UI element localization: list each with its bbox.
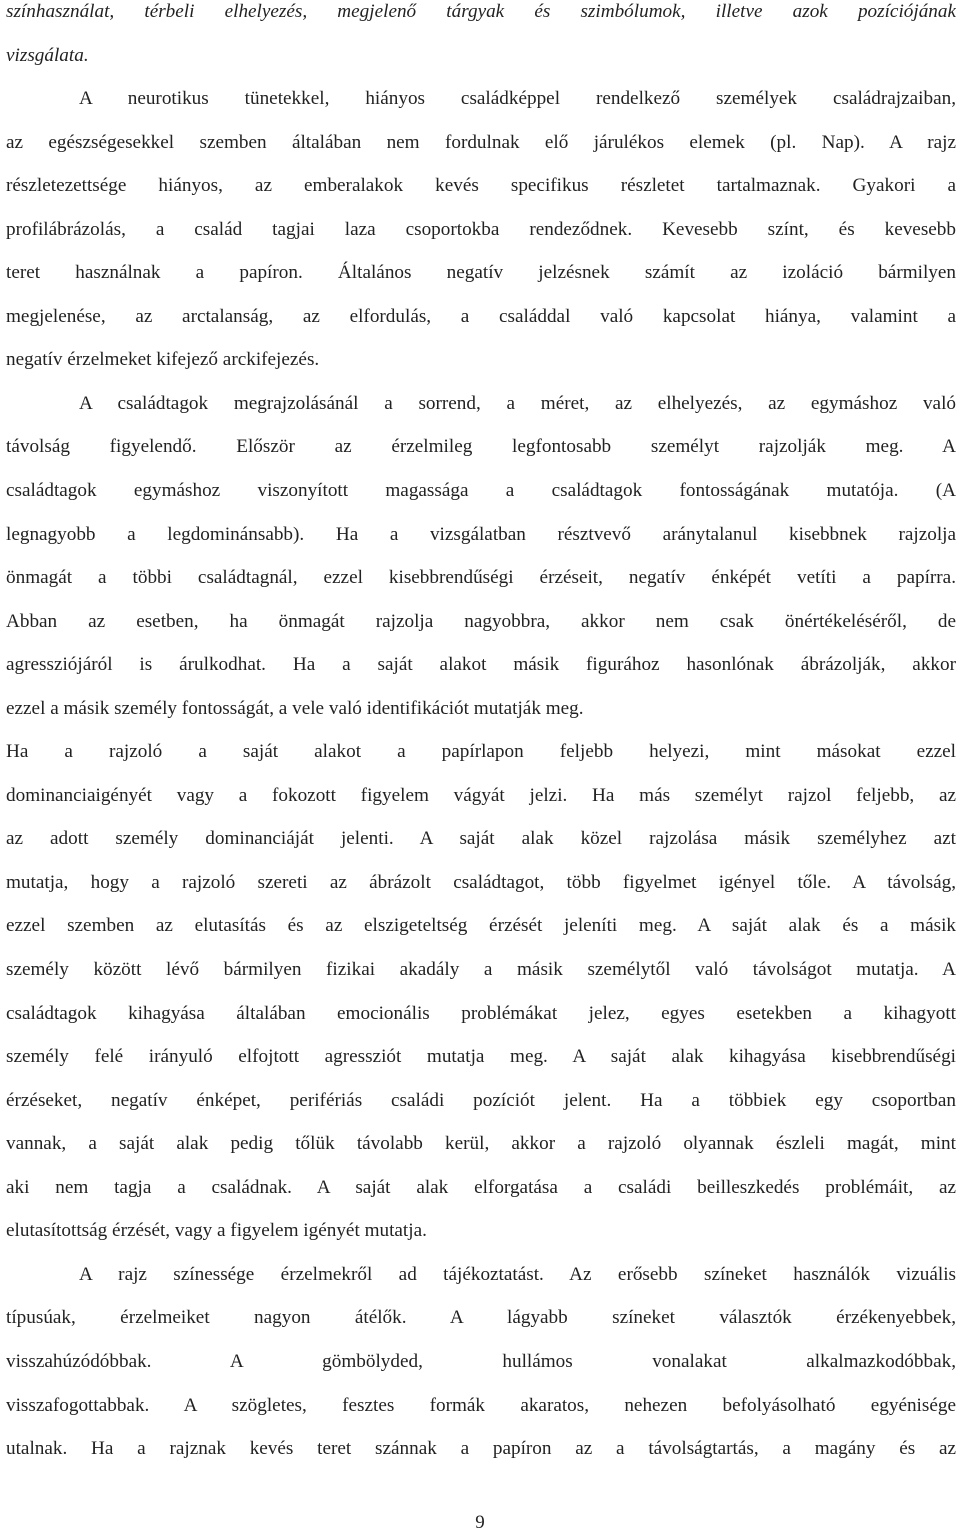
text-line: az adott személy dominanciáját jelenti. A saját alak közel rajzolása másik személyhez azt xyxy=(6,828,956,850)
text-line: személy felé irányuló elfojtott agressziót mutatja meg. A saját alak kihagyása kisebbrendűségi xyxy=(6,1046,956,1068)
text-line: családtagok egymáshoz viszonyított magassága a családtagok fontosságának mutatója. (A xyxy=(6,480,956,502)
text-line: távolság figyelendő. Először az érzelmileg legfontosabb személyt rajzolják meg. A xyxy=(6,436,956,458)
text-line: A neurotikus tünetekkel, hiányos családképpel rendelkező személyek családrajzaiban, xyxy=(79,88,956,110)
text-line: Ha a rajzoló a saját alakot a papírlapon feljebb helyezi, mint másokat ezzel xyxy=(6,741,956,763)
page-number: 9 xyxy=(475,1512,485,1533)
text-line: önmagát a többi családtagnál, ezzel kisebbrendűségi érzéseit, negatív énképét vetíti a papírra. xyxy=(6,567,956,589)
text-line: aki nem tagja a családnak. A saját alak elforgatása a családi beilleszkedés problémáit, az xyxy=(6,1176,956,1198)
text-line: vannak, a saját alak pedig tőlük távolabb kerül, akkor a rajzoló olyannak észleli magát, mint xyxy=(6,1133,956,1155)
text-line: megjelenése, az arctalanság, az elfordulás, a családdal való kapcsolat hiánya, valamint a xyxy=(6,305,956,327)
text-line: A rajz színessége érzelmekről ad tájékoztatást. Az erősebb színeket használók vizuális xyxy=(79,1263,956,1285)
text-line: típusúak, érzelmeiket nagyon átélők. A lágyabb színeket választók érzékenyebbek, xyxy=(6,1307,956,1329)
text-line: dominanciaigényét vagy a fokozott figyelem vágyát jelzi. Ha más személyt rajzol feljebb, az xyxy=(6,784,956,806)
text-line: visszahúzódóbbak. A gömbölyded, hullámos vonalakat alkalmazkodóbbak, xyxy=(6,1350,956,1372)
text-line: utalnak. Ha a rajznak kevés teret szánnak a papíron az a távolságtartás, a magány és az xyxy=(6,1438,956,1460)
text-line: profilábrázolás, a család tagjai laza csoportokba rendeződnek. Kevesebb színt, és kevesebb xyxy=(6,218,956,240)
text-line: A családtagok megrajzolásánál a sorrend, a méret, az elhelyezés, az egymáshoz való xyxy=(79,392,956,414)
text-line: Abban az esetben, ha önmagát rajzolja nagyobbra, akkor nem csak önértékeléséről, de xyxy=(6,610,956,632)
text-line: elutasítottság érzését, vagy a figyelem igényét mutatja. xyxy=(6,1220,427,1242)
text-line: vizsgálata. xyxy=(6,44,89,66)
text-line: agressziójáról is árulkodhat. Ha a saját alakot másik figurához hasonlónak ábrázolják, akkor xyxy=(6,654,956,676)
text-line: részletezettsége hiányos, az emberalakok kevés specifikus részletet tartalmaznak. Gyakori a xyxy=(6,175,956,197)
text-line: legnagyobb a legdominánsabb). Ha a vizsgálatban résztvevő aránytalanul kisebbnek rajzolja xyxy=(6,523,956,545)
text-line: ezzel a másik személy fontosságát, a vele való identifikációt mutatják meg. xyxy=(6,697,584,719)
text-line: érzéseket, negatív énképet, perifériás családi pozíciót jelent. Ha a többiek egy csoportban xyxy=(6,1089,956,1111)
text-line: családtagok kihagyása általában emocionális problémákat jelez, egyes esetekben a kihagyott xyxy=(6,1002,956,1024)
text-line: személy között lévő bármilyen fizikai akadály a másik személytől való távolságot mutatja. A xyxy=(6,959,956,981)
text-line: ezzel szemben az elutasítás és az elszigeteltség érzését jeleníti meg. A saját alak és a másik xyxy=(6,915,956,937)
text-line: negatív érzelmeket kifejező arckifejezés. xyxy=(6,349,320,371)
document-page xyxy=(6,0,956,1471)
text-line: mutatja, hogy a rajzoló szereti az ábrázolt családtagot, több figyelmet igényel tőle. A távolság, xyxy=(6,871,956,893)
text-line: visszafogottabbak. A szögletes, fesztes formák akaratos, nehezen befolyásolható egyénisége xyxy=(6,1394,956,1416)
text-line: az egészségesekkel szemben általában nem fordulnak elő járulékos elemek (pl. Nap). A rajz xyxy=(6,131,956,153)
text-line: teret használnak a papíron. Általános negatív jelzésnek számít az izoláció bármilyen xyxy=(6,262,956,284)
text-line: színhasználat, térbeli elhelyezés, megjelenő tárgyak és szimbólumok, illetve azok pozíciójának xyxy=(6,1,956,22)
